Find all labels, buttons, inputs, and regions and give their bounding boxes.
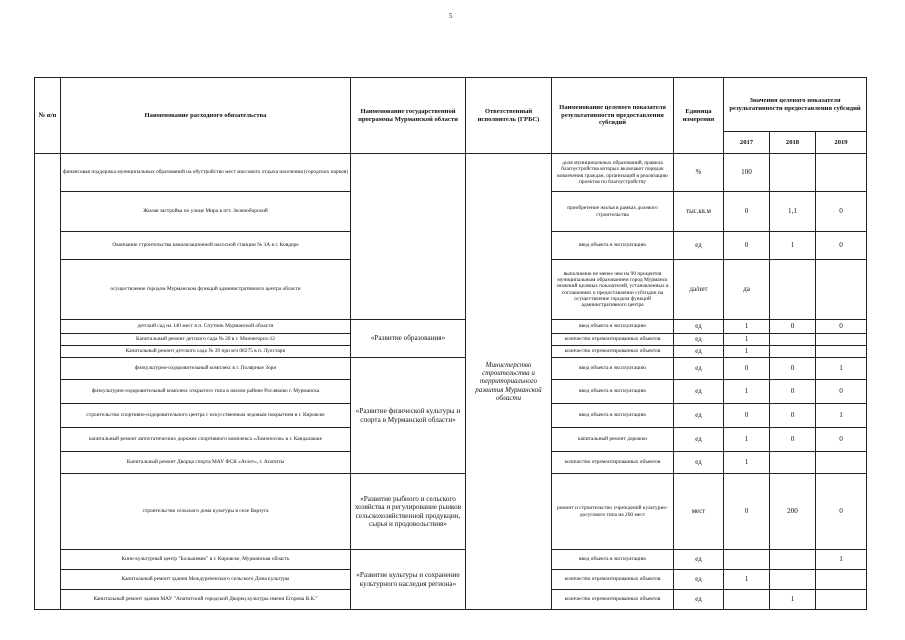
value-2017: 0 <box>724 232 770 260</box>
unit-cell: % <box>674 154 724 192</box>
value-2018: 0 <box>770 428 816 452</box>
indicator-name: количество отремонтированных объектов <box>552 346 674 358</box>
obligation-name: Капитальный ремонт Дворца спорта МАУ ФСК «Атлет», г. Апатиты <box>61 452 351 474</box>
value-2019 <box>816 452 867 474</box>
unit-cell: ед <box>674 358 724 380</box>
obligation-name: детский сад на 140 мест в п. Спутник Мурманской области <box>61 320 351 334</box>
obligation-name: осуществление городом Мурманском функций административного центра области <box>61 260 351 320</box>
value-2018: 0 <box>770 404 816 428</box>
value-2018 <box>770 346 816 358</box>
value-2017: 0 <box>724 474 770 550</box>
indicator-name: приобретение жилья в рамках долевого строительства <box>552 192 674 232</box>
unit-cell: ед <box>674 320 724 334</box>
table-row <box>35 474 867 550</box>
value-2019 <box>816 334 867 346</box>
indicator-name: доля муниципальных образований, правила благоустройства которых включают порядок вовлечения граждан, организаций в реализацию проектов по благоустройству <box>552 154 674 192</box>
value-2019: 0 <box>816 192 867 232</box>
value-2018 <box>770 154 816 192</box>
unit-cell: мест <box>674 474 724 550</box>
obligation-name: Капитальный ремонт детского сада № 39 при в/ч 08275 в п. Луостари <box>61 346 351 358</box>
value-2017: 0 <box>724 358 770 380</box>
indicator-name: количество отремонтированных объектов <box>552 570 674 590</box>
value-2017: да <box>724 260 770 320</box>
obligation-name: физкультурно-оздоровительный комплекс открытого типа в жилом районе Росляково г. Мурманска <box>61 380 351 404</box>
value-2018: 0 <box>770 320 816 334</box>
value-2018 <box>770 452 816 474</box>
header-year-2019: 2019 <box>816 132 867 154</box>
unit-cell: да/нет <box>674 260 724 320</box>
value-2017: 100 <box>724 154 770 192</box>
obligation-name: Жилая застройка по улице Мира в пгт. Зеленоборский <box>61 192 351 232</box>
value-2018 <box>770 550 816 570</box>
obligation-name: Капитальный ремонт детского сада № 20 в г. Мончегорск-12 <box>61 334 351 346</box>
value-2019: 1 <box>816 404 867 428</box>
table-row <box>35 358 867 380</box>
value-2017: 1 <box>724 320 770 334</box>
value-2017: 0 <box>724 404 770 428</box>
value-2017: 1 <box>724 428 770 452</box>
indicator-name: ввод объекта в эксплуатацию <box>552 550 674 570</box>
unit-cell: ед <box>674 334 724 346</box>
unit-cell: ед <box>674 590 724 610</box>
value-2017 <box>724 590 770 610</box>
page-number: 5 <box>449 12 453 20</box>
header-grbs: Ответственный исполнитель (ГРБС) <box>466 78 552 154</box>
value-2019: 0 <box>816 320 867 334</box>
unit-cell: ед <box>674 380 724 404</box>
table-row <box>35 320 867 334</box>
value-2017: 1 <box>724 334 770 346</box>
obligation-name: Капитальный ремонт здания Междуреченского сельского Дома культуры <box>61 570 351 590</box>
header-obligation: Наименование расходного обязательства <box>61 78 351 154</box>
value-2019 <box>816 260 867 320</box>
obligation-name: Окончание строительства канализационной насосной станции № 3А в г. Ковдоре <box>61 232 351 260</box>
table-row <box>35 550 867 570</box>
program-name: «Развитие культуры и сохранение культурного наследия региона» <box>351 550 466 610</box>
value-2019: 1 <box>816 550 867 570</box>
value-2019 <box>816 570 867 590</box>
indicator-name: выполнение не менее чем на 90 процентов муниципальным образованием город Мурманск значений целевых показателей, установленных в соглашениях о предоставлении субсидии на осуществление городом функций административного центра <box>552 260 674 320</box>
value-2019: 1 <box>816 358 867 380</box>
table-row <box>35 154 867 192</box>
indicator-name: ввод объекта в эксплуатацию <box>552 380 674 404</box>
header-indicator: Наименование целевого показателя результативности предоставления субсидий <box>552 78 674 154</box>
value-2018: 0 <box>770 358 816 380</box>
value-2019: 0 <box>816 428 867 452</box>
header-unit: Единица измерения <box>674 78 724 154</box>
obligation-name: финансовая поддержка муниципальных образований на обустройство мест массового отдыха населения (городских парков) <box>61 154 351 192</box>
obligation-name: Кино-культурный центр "Большевик" в г. Кировске, Мурманская область <box>61 550 351 570</box>
header-num: № п/п <box>35 78 61 154</box>
value-2018: 0 <box>770 380 816 404</box>
obligation-name: строительство сельского дома культуры в селе Варзуга <box>61 474 351 550</box>
subsidy-indicators-table <box>34 77 867 610</box>
value-2019: 0 <box>816 232 867 260</box>
value-2017: 1 <box>724 346 770 358</box>
unit-cell: ед <box>674 346 724 358</box>
header-values: Значения целевого показателя результативности предоставления субсидий <box>724 78 867 132</box>
value-2019 <box>816 590 867 610</box>
indicator-name: капитальный ремонт дорожки <box>552 428 674 452</box>
indicator-name: ввод объекта в эксплуатацию <box>552 358 674 380</box>
value-2018: 1 <box>770 590 816 610</box>
unit-cell: ед <box>674 404 724 428</box>
obligation-name: строительство спортивно-оздоровительного центра с искусственным ледовым покрытием в г. Кировске <box>61 404 351 428</box>
unit-cell: ед <box>674 570 724 590</box>
program-name <box>351 154 466 320</box>
value-2019 <box>816 154 867 192</box>
value-2017: 0 <box>724 192 770 232</box>
value-2019 <box>816 346 867 358</box>
indicator-name: количество отремонтированных объектов <box>552 452 674 474</box>
indicator-name: количество отремонтированных объектов <box>552 334 674 346</box>
value-2017: 1 <box>724 452 770 474</box>
header-program: Наименование государственной программы Мурманской области <box>351 78 466 154</box>
unit-cell: тыс.кв.м <box>674 192 724 232</box>
value-2018: 200 <box>770 474 816 550</box>
value-2019: 0 <box>816 380 867 404</box>
unit-cell: ед <box>674 452 724 474</box>
responsible-executor: Министерство строительства и территориального развития Мурманской области <box>466 154 552 610</box>
obligation-name: физкультурно-оздоровительный комплекс в г. Полярные Зори <box>61 358 351 380</box>
value-2019: 0 <box>816 474 867 550</box>
indicator-name: ремонт и строительство учреждений культурно-досугового типа на 200 мест <box>552 474 674 550</box>
obligation-name: Капитальный ремонт здания МАУ "Апатитский городской Дворец культуры имени Егорова В.К." <box>61 590 351 610</box>
indicator-name: ввод объекта в эксплуатацию <box>552 232 674 260</box>
value-2018 <box>770 570 816 590</box>
value-2018: 1,1 <box>770 192 816 232</box>
value-2018 <box>770 260 816 320</box>
program-name: «Развитие образования» <box>351 320 466 358</box>
header-year-2017: 2017 <box>724 132 770 154</box>
indicator-name: ввод объекта в эксплуатацию <box>552 320 674 334</box>
unit-cell: ед <box>674 232 724 260</box>
program-name: «Развитие рыбного и сельского хозяйства и регулирование рынков сельскохозяйственной продукции, сырья и продовольствия» <box>351 474 466 550</box>
value-2018: 1 <box>770 232 816 260</box>
program-name: «Развитие физической культуры и спорта в Мурманской области» <box>351 358 466 474</box>
value-2018 <box>770 334 816 346</box>
value-2017: 1 <box>724 380 770 404</box>
unit-cell: ед <box>674 550 724 570</box>
row-number-cell <box>35 154 61 610</box>
indicator-name: ввод объекта в эксплуатацию <box>552 404 674 428</box>
value-2017: 1 <box>724 570 770 590</box>
value-2017 <box>724 550 770 570</box>
obligation-name: капитальный ремонт автохтатических дорожек спортивного комплекса «Ломоносов» в г. Кандалакше <box>61 428 351 452</box>
header-year-2018: 2018 <box>770 132 816 154</box>
indicator-name: количество отремонтированных объектов <box>552 590 674 610</box>
unit-cell: ед <box>674 428 724 452</box>
